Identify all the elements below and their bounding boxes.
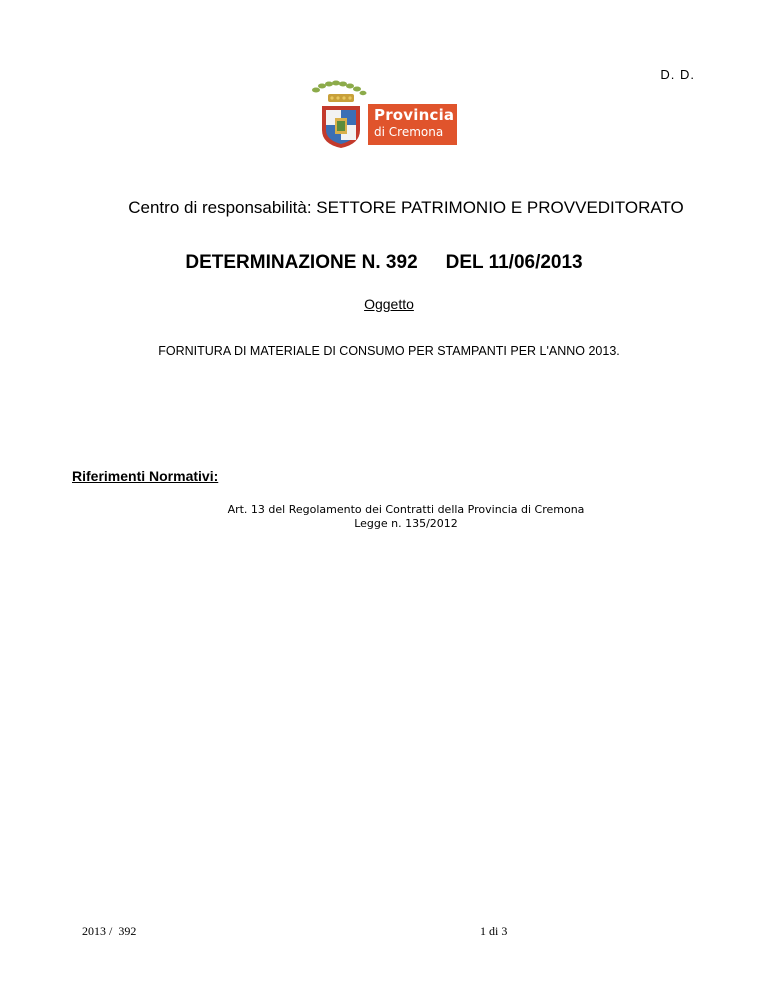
references-list [0,503,768,531]
footer-document-ref: 2013 / 392 [82,924,137,938]
provincia-logo [308,80,460,150]
determination-title [0,252,768,274]
determination-number: DETERMINAZIONE N. 392 [185,252,418,273]
logo-subtitle: di Cremona [374,125,444,139]
subject-heading: Oggetto [364,296,414,312]
responsibility-center: Centro di responsabilità: SETTORE PATRIMONIO E PROVVEDITORATO [128,198,684,217]
document-code: D. D. [660,67,695,82]
logo-title: Provincia [374,106,455,124]
references-heading: Riferimenti Normativi: [72,468,219,484]
subject-text: FORNITURA DI MATERIALE DI CONSUMO PER STAMPANTI PER L'ANNO 2013. [158,344,620,358]
coat-of-arms-icon [308,80,368,150]
footer-page-number: 1 di 3 [480,924,508,938]
logo-text-box [368,104,457,145]
reference-item: Art. 13 del Regolamento dei Contratti della Provincia di Cremona [227,503,585,516]
reference-item: Legge n. 135/2012 [354,517,458,530]
determination-date: DEL 11/06/2013 [445,252,583,273]
